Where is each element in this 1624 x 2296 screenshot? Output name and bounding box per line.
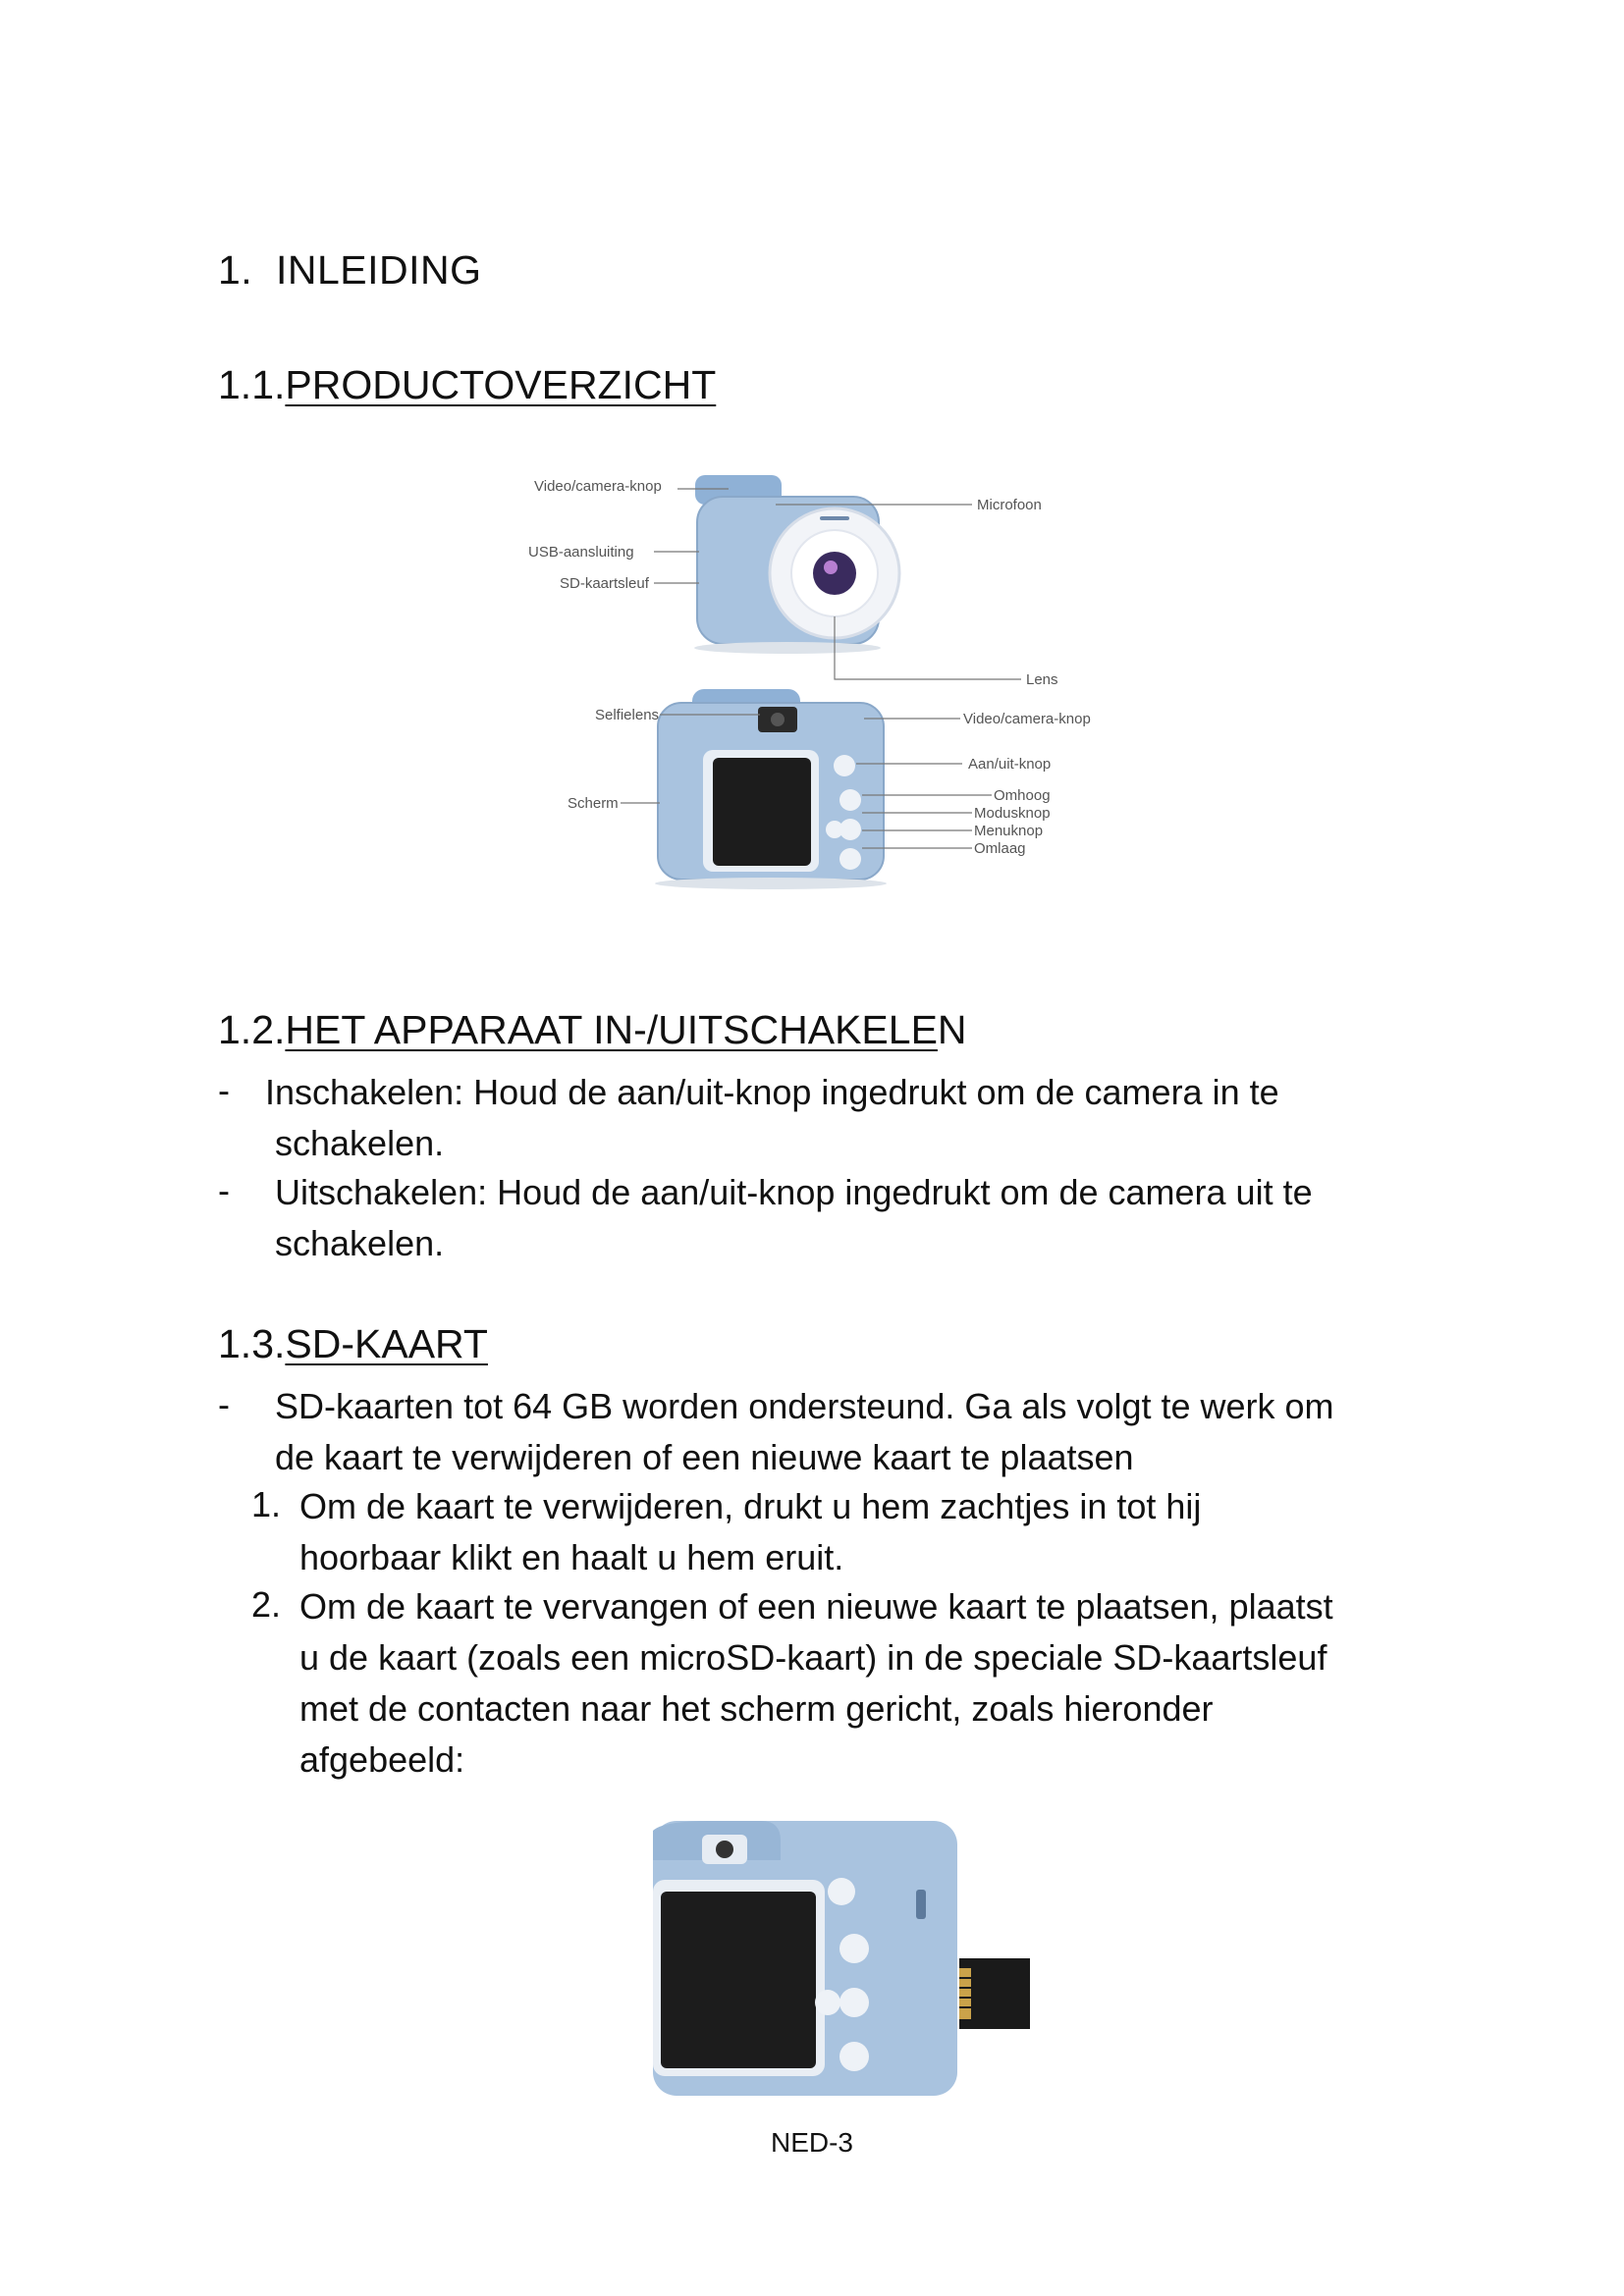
step-item-verwijderen: Om de kaart te verwijderen, drukt u hem zachtjes in tot hij [299,1486,1202,1526]
step-item-vervangen-line4: afgebeeld: [299,1739,465,1780]
label-video-camera-knop-top: Video/camera-knop [534,478,662,495]
label-aan-uit-knop: Aan/uit-knop [968,756,1052,773]
list-item-inschakelen-cont: schakelen. [275,1123,445,1163]
bullet-dash: - [218,1384,230,1424]
bullet-dash: - [218,1170,230,1210]
list-item-uitschakelen: Uitschakelen: Houd de aan/uit-knop ingedrukt om de camera uit te [275,1172,1313,1212]
label-microfoon: Microfoon [977,497,1042,513]
section-heading-sd-kaart: 1.3.SD-KAART [218,1321,488,1366]
section-heading-inleiding: 1. INLEIDING [218,247,482,293]
sd-card-insertion-figure [653,1821,1046,2096]
bullet-dash: - [218,1070,230,1110]
label-lens: Lens [1026,671,1058,688]
step-number: 2. [251,1584,282,1625]
label-video-camera-knop-back: Video/camera-knop [963,711,1091,727]
step-item-vervangen-line3: met de contacten naar het scherm gericht, zoals hieronder [299,1688,1214,1729]
step-item-verwijderen-cont: hoorbaar klikt en haalt u hem eruit. [299,1537,844,1577]
list-item-sd-intro-cont: de kaart te verwijderen of een nieuwe kaart te plaatsen [275,1437,1134,1477]
page-number: NED-3 [770,2127,853,2158]
label-scherm: Scherm [568,795,619,812]
label-selfielens: Selfielens [595,707,660,723]
section-heading-productoverzicht: 1.1.PRODUCTOVERZICHT [218,362,717,407]
label-usb-aansluiting: USB-aansluiting [528,544,634,561]
list-item-sd-intro: SD-kaarten tot 64 GB worden ondersteund. Ga als volgt te werk om [275,1386,1334,1426]
step-item-vervangen: Om de kaart te vervangen of een nieuwe kaart te plaatsen, plaatst [299,1586,1333,1627]
step-item-vervangen-line2: u de kaart (zoals een microSD-kaart) in de speciale SD-kaartsleuf [299,1637,1327,1678]
section-heading-in-uitschakelen: 1.2.HET APPARAAT IN-/UITSCHAKELEN [218,1007,967,1052]
label-sd-kaartsleuf: SD-kaartsleuf [560,575,649,592]
product-overview-figure [511,461,1119,903]
label-modusknop: Modusknop [974,805,1051,822]
label-omhoog: Omhoog [994,787,1051,804]
step-number: 1. [251,1484,282,1524]
camera-back-illustration [655,689,887,889]
camera-front-illustration [694,475,899,654]
label-omlaag: Omlaag [974,840,1026,857]
list-item-uitschakelen-cont: schakelen. [275,1223,445,1263]
list-item-inschakelen: Inschakelen: Houd de aan/uit-knop ingedrukt om de camera in te [265,1072,1279,1112]
label-menuknop: Menuknop [974,823,1044,839]
